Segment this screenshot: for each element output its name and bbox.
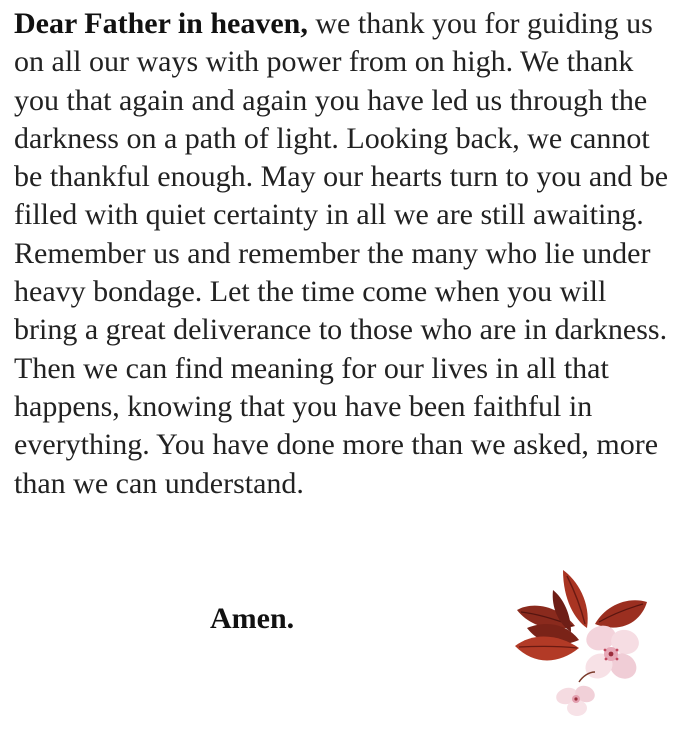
prayer-opening: Dear Father in heaven, [14, 7, 308, 40]
petals [581, 622, 642, 684]
prayer-text [14, 5, 670, 503]
prayer-body: we thank you for guiding us on all our ways with power from on high. We thank you that again and again you have led us through the darkness on a path of light. Looking back, we cannot be thankful enough. May our hearts turn to you and be filled with quiet certainty in all we are still awaiting. Remember us and remember the many who lie under heavy bondage. Let the time come when you will bring a great deliverance to those who are in darkness. Then we can find meaning for our lives in all that happens, knowing that you have been faithful in everything. You have done more than we asked, more than we can understand. [14, 7, 669, 500]
blossom-icon [505, 562, 655, 722]
prayer-closing: Amen. [210, 602, 295, 635]
small-blossom [554, 672, 597, 716]
